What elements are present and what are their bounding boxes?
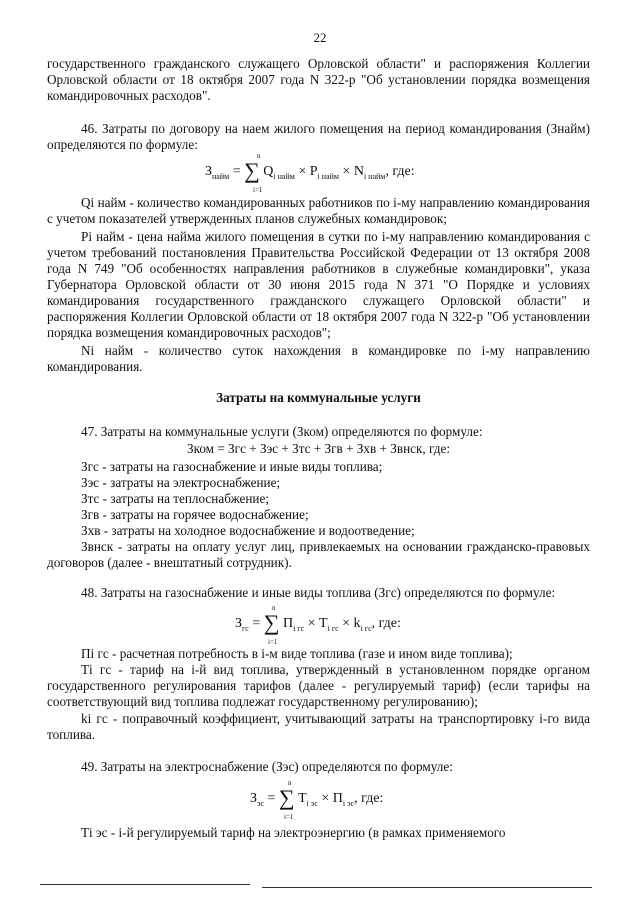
page-number: 22: [313, 30, 327, 45]
formula-49: $З_{эс}$ = ∑ $T_{i эс} \times П_{i эс}$, где:: [250, 785, 384, 810]
paragraph-47-l6: Звнск - затраты на оплату услуг лиц, привлекаемых на основании гражданско-правовых договоров (далее - внештатный сотрудник).: [47, 539, 590, 570]
intro-paragraph: государственного гражданского служащего Орловской области" и распоряжения Коллегии Орловской области от 18 октября 2007 года N 322-р "Об установлении порядка возмещения командировочных расходов".: [47, 56, 590, 103]
paragraph-48-t: Тi гс - тариф на i-й вид топлива, утвержденный в установленном порядке органом государственного регулирования тарифов (далее - регулируемый тариф) (если тарифы на соответствующий вид топлива подлежат государственному регулированию);: [47, 662, 590, 709]
paragraph-47: 47. Затраты на коммунальные услуги (Зком) определяются по формуле:: [81, 424, 483, 439]
paragraph-48-k: ki гс - поправочный коэффициент, учитывающий затраты на транспортировку i-го вида топлива.: [47, 711, 590, 742]
formula-47: Зком = Згс + Зэс + Зтс + Згв + Зхв + Звнск, где:: [187, 441, 450, 456]
formula-48: $З_{гс}$ = ∑ $П_{i гс} \times T_{i гс} \times k_{i гс}$, где:: [235, 610, 401, 635]
paragraph-47-l5: Зхв - затраты на холодное водоснабжение и водоотведение;: [81, 523, 415, 538]
paragraph-46-n: Ni найм - количество суток нахождения в командировке по i-му направлению командирования.: [47, 343, 590, 374]
paragraph-46: 46. Затраты по договору на наем жилого помещения на период командирования (Знайм) определяются по формуле:: [47, 121, 590, 152]
paragraph-49: 49. Затраты на электроснабжение (Зэс) определяются по формуле:: [81, 759, 453, 774]
paragraph-47-l3: Зтс - затраты на теплоснабжение;: [81, 491, 269, 506]
formula-46: $З_{найм}$ = ∑ $Q_{i найм} \times P_{i найм} \times N_{i найм}$, где:: [205, 158, 415, 183]
paragraph-48: 48. Затраты на газоснабжение и иные виды топлива (Згс) определяются по формуле:: [81, 585, 556, 600]
paragraph-46-q: Qi найм - количество командированных работников по i-му направлению командирования с учетом показателей утвержденных планов служебных командировок;: [47, 195, 590, 226]
paragraph-47-l2: Зэс - затраты на электроснабжение;: [81, 475, 281, 490]
scan-line-left: [40, 884, 250, 885]
paragraph-49-t: Тi эс - i-й регулируемый тариф на электроэнергию (в рамках применяемого: [81, 825, 506, 840]
paragraph-47-l1: Згс - затраты на газоснабжение и иные виды топлива;: [81, 459, 383, 474]
paragraph-46-p: Pi найм - цена найма жилого помещения в сутки по i-му направлению командирования с учетом требований постановления Правительства Российской Федерации от 13 октября 2008 года N 749 "Об особенностях направления работников в служебные командировки", указа Губернатора Орловской области от 30 июня 2015 года N 371 "О Порядке и условиях командирования государственного гражданского служащего Орловской области" и распоряжения Коллегии Орловской области от 18 октября 2007 года N 322-р "Об установлении порядка возмещения командировочных расходов";: [47, 229, 590, 340]
paragraph-48-pi: Пi гс - расчетная потребность в i-м виде топлива (газе и ином виде топлива);: [81, 646, 513, 661]
section-heading: Затраты на коммунальные услуги: [216, 390, 421, 405]
paragraph-47-l4: Згв - затраты на горячее водоснабжение;: [81, 507, 309, 522]
scan-line-right: [262, 887, 592, 888]
